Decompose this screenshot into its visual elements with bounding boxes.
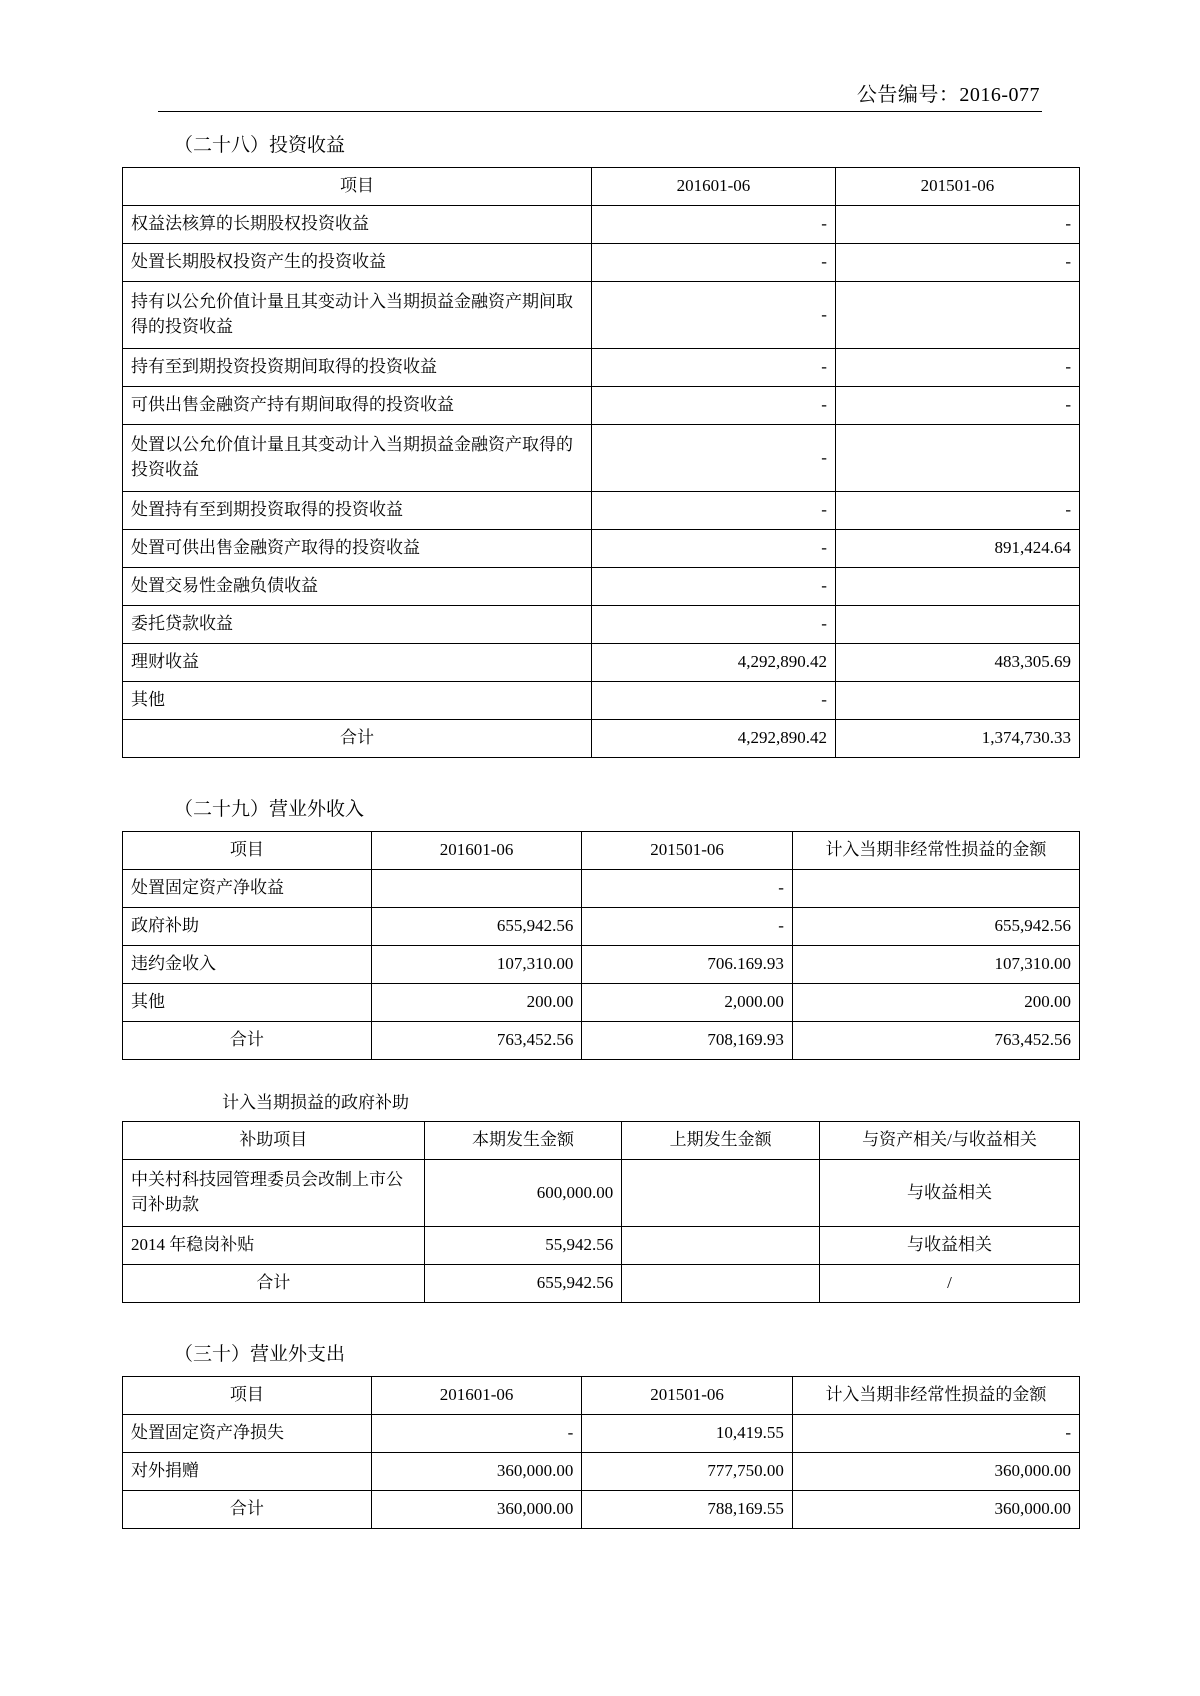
table-non-operating-income (122, 831, 1080, 1060)
row-label: 对外捐赠 (123, 1453, 372, 1491)
spacer (122, 1303, 1080, 1339)
row-value-current: 360,000.00 (371, 1453, 582, 1491)
row-value-current: - (591, 206, 835, 244)
table-total-row (123, 1491, 1080, 1529)
row-value-nonrecurring: 200.00 (792, 984, 1079, 1022)
total-value-prior (622, 1265, 820, 1303)
row-value-current: - (591, 682, 835, 720)
document-content (122, 130, 1080, 1529)
table-government-grants (122, 1121, 1080, 1303)
row-value-current: 107,310.00 (371, 946, 582, 984)
row-value-prior: - (582, 870, 793, 908)
table-row (123, 282, 1080, 349)
row-value-current: - (371, 1415, 582, 1453)
section-title-non-operating-expense: （三十）营业外支出 (174, 1344, 346, 1365)
row-value-prior: - (835, 244, 1079, 282)
column-header-period-prior: 201501-06 (582, 832, 793, 870)
row-value-prior (835, 606, 1079, 644)
table-row (123, 349, 1080, 387)
table-total-row (123, 720, 1080, 758)
table-header-row (123, 1122, 1080, 1160)
table-header-row (123, 1377, 1080, 1415)
table-header-row (123, 832, 1080, 870)
total-value-nonrecurring: 360,000.00 (792, 1491, 1079, 1529)
row-value-current: 600,000.00 (424, 1160, 622, 1227)
row-label: 处置固定资产净收益 (123, 870, 372, 908)
row-value-current: - (591, 568, 835, 606)
row-value-nonrecurring: 360,000.00 (792, 1453, 1079, 1491)
spacer (122, 758, 1080, 794)
column-header-period-current: 201601-06 (371, 1377, 582, 1415)
row-value-current: - (591, 349, 835, 387)
total-label: 合计 (123, 1491, 372, 1529)
row-label: 处置长期股权投资产生的投资收益 (123, 244, 592, 282)
row-value-prior: - (835, 387, 1079, 425)
row-label: 处置持有至到期投资取得的投资收益 (123, 492, 592, 530)
column-header-relation-type: 与资产相关/与收益相关 (819, 1122, 1079, 1160)
row-label: 委托贷款收益 (123, 606, 592, 644)
column-header-item: 项目 (123, 168, 592, 206)
row-label: 其他 (123, 984, 372, 1022)
row-label: 处置交易性金融负债收益 (123, 568, 592, 606)
section-title-investment-income: （二十八）投资收益 (174, 135, 346, 156)
row-label: 2014 年稳岗补贴 (123, 1227, 425, 1265)
table-header-row (123, 168, 1080, 206)
row-value-current: 200.00 (371, 984, 582, 1022)
total-value-current: 4,292,890.42 (591, 720, 835, 758)
row-value-current: - (591, 530, 835, 568)
row-value-nonrecurring: - (792, 1415, 1079, 1453)
row-value-current: - (591, 282, 835, 349)
row-value-current: 4,292,890.42 (591, 644, 835, 682)
row-value-prior: 777,750.00 (582, 1453, 793, 1491)
row-value-relation: 与收益相关 (819, 1160, 1079, 1227)
row-value-current: 55,942.56 (424, 1227, 622, 1265)
total-value-nonrecurring: 763,452.56 (792, 1022, 1079, 1060)
row-value-current: - (591, 492, 835, 530)
total-value-current: 763,452.56 (371, 1022, 582, 1060)
row-label: 违约金收入 (123, 946, 372, 984)
table-investment-income (122, 167, 1080, 758)
row-value-nonrecurring: 655,942.56 (792, 908, 1079, 946)
total-value-prior: 708,169.93 (582, 1022, 793, 1060)
table-row (123, 870, 1080, 908)
column-header-current-amount: 本期发生金额 (424, 1122, 622, 1160)
table-row (123, 984, 1080, 1022)
table-total-row (123, 1265, 1080, 1303)
row-value-current: - (591, 244, 835, 282)
row-label: 处置可供出售金融资产取得的投资收益 (123, 530, 592, 568)
table-row (123, 568, 1080, 606)
table-row (123, 908, 1080, 946)
total-label: 合计 (123, 720, 592, 758)
table-row (123, 492, 1080, 530)
row-value-prior (835, 568, 1079, 606)
row-value-current: 655,942.56 (371, 908, 582, 946)
row-value-prior: - (835, 349, 1079, 387)
table-row (123, 206, 1080, 244)
column-header-period-prior: 201501-06 (582, 1377, 793, 1415)
column-header-period-prior: 201501-06 (835, 168, 1079, 206)
row-value-prior: - (835, 206, 1079, 244)
row-value-prior: 483,305.69 (835, 644, 1079, 682)
total-value-prior: 788,169.55 (582, 1491, 793, 1529)
row-label: 可供出售金融资产持有期间取得的投资收益 (123, 387, 592, 425)
header-divider (158, 111, 1042, 112)
column-header-item: 项目 (123, 832, 372, 870)
table-row (123, 387, 1080, 425)
table-row (123, 244, 1080, 282)
notice-number: 公告编号：2016-077 (856, 84, 1040, 106)
row-label: 权益法核算的长期股权投资收益 (123, 206, 592, 244)
column-header-item: 项目 (123, 1377, 372, 1415)
column-header-grant-item: 补助项目 (123, 1122, 425, 1160)
table-row (123, 946, 1080, 984)
row-value-current: - (591, 387, 835, 425)
total-value-relation: / (819, 1265, 1079, 1303)
row-value-prior (622, 1227, 820, 1265)
subsection-title-government-grants: 计入当期损益的政府补助 (222, 1093, 409, 1112)
spacer (122, 1060, 1080, 1088)
table-row (123, 530, 1080, 568)
row-value-prior: - (582, 908, 793, 946)
row-value-prior (835, 682, 1079, 720)
table-row (123, 1160, 1080, 1227)
table-non-operating-expense (122, 1376, 1080, 1529)
total-value-current: 655,942.56 (424, 1265, 622, 1303)
row-value-relation: 与收益相关 (819, 1227, 1079, 1265)
total-value-current: 360,000.00 (371, 1491, 582, 1529)
row-value-prior (835, 425, 1079, 492)
row-value-prior: 2,000.00 (582, 984, 793, 1022)
row-value-prior: - (835, 492, 1079, 530)
row-value-current (371, 870, 582, 908)
row-value-prior (835, 282, 1079, 349)
row-value-prior: 10,419.55 (582, 1415, 793, 1453)
table-row (123, 1415, 1080, 1453)
table-row (123, 644, 1080, 682)
row-label: 中关村科技园管理委员会改制上市公司补助款 (123, 1160, 425, 1227)
table-row (123, 425, 1080, 492)
row-label: 政府补助 (123, 908, 372, 946)
column-header-period-current: 201601-06 (591, 168, 835, 206)
row-value-current: - (591, 425, 835, 492)
table-row (123, 1227, 1080, 1265)
total-label: 合计 (123, 1022, 372, 1060)
row-value-nonrecurring (792, 870, 1079, 908)
total-label: 合计 (123, 1265, 425, 1303)
column-header-nonrecurring-amount: 计入当期非经常性损益的金额 (792, 832, 1079, 870)
column-header-period-current: 201601-06 (371, 832, 582, 870)
row-value-nonrecurring: 107,310.00 (792, 946, 1079, 984)
row-label: 持有至到期投资投资期间取得的投资收益 (123, 349, 592, 387)
column-header-nonrecurring-amount: 计入当期非经常性损益的金额 (792, 1377, 1079, 1415)
row-value-prior: 706.169.93 (582, 946, 793, 984)
table-row (123, 606, 1080, 644)
section-title-non-operating-income: （二十九）营业外收入 (174, 799, 365, 820)
table-row (123, 682, 1080, 720)
table-total-row (123, 1022, 1080, 1060)
table-row (123, 1453, 1080, 1491)
total-value-prior: 1,374,730.33 (835, 720, 1079, 758)
row-value-prior (622, 1160, 820, 1227)
row-label: 持有以公允价值计量且其变动计入当期损益金融资产期间取得的投资收益 (123, 282, 592, 349)
row-label: 其他 (123, 682, 592, 720)
row-label: 处置固定资产净损失 (123, 1415, 372, 1453)
row-label: 理财收益 (123, 644, 592, 682)
row-label: 处置以公允价值计量且其变动计入当期损益金融资产取得的投资收益 (123, 425, 592, 492)
row-value-prior: 891,424.64 (835, 530, 1079, 568)
column-header-prior-amount: 上期发生金额 (622, 1122, 820, 1160)
row-value-current: - (591, 606, 835, 644)
